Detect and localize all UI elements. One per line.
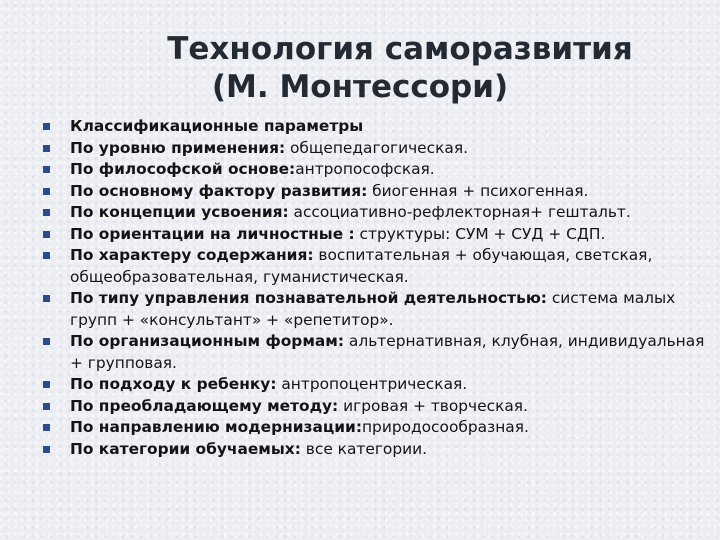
list-item [38,417,708,439]
item-label: По ориентации на личностные : [70,224,355,243]
item-value: структуры: СУМ + СУД + СДП. [354,224,606,243]
list-item [38,245,708,288]
item-value: ассоциативно-рефлекторная+ гештальт. [288,203,631,221]
item-label: По философской основе: [70,160,296,178]
item-value: система малых групп + «консультант» + «репетитор». [70,289,676,329]
title-line-2: (М. Монтессори) [211,69,509,105]
item-label: По преобладающему методу: [70,396,339,415]
item-value: игровая + творческая. [338,396,528,415]
slide-title [0,30,720,106]
item-label: По основному фактору развития: [70,181,368,200]
item-value: природосообразная. [361,418,529,436]
title-line-1: Технология саморазвития [167,31,633,67]
square-bullet-icon [43,295,50,302]
item-label: По концепции усвоения: [70,203,289,221]
list-item [38,224,708,246]
list-item [38,396,708,418]
square-bullet-icon [43,209,50,216]
list-item [38,181,708,203]
square-bullet-icon [43,446,50,453]
square-bullet-icon [43,166,50,173]
item-value: биогенная + психогенная. [367,181,589,200]
list-item [38,374,708,396]
parameter-list [38,116,708,460]
item-label: По типу управления познавательной деятельностью: [70,289,547,307]
square-bullet-icon [43,403,50,410]
item-value: антропоцентрическая. [276,375,468,393]
item-value: все категории. [300,439,428,458]
list-item [38,159,708,181]
square-bullet-icon [43,231,50,238]
item-label: По уровню применения: [70,138,286,157]
list-item [38,138,708,160]
square-bullet-icon [43,424,50,431]
square-bullet-icon [43,123,50,130]
item-label: Классификационные параметры [70,117,364,135]
square-bullet-icon [43,188,50,195]
list-item [38,202,708,224]
item-value: альтернативная, клубная, индивидуальная + групповая. [70,332,705,372]
square-bullet-icon [43,145,50,152]
list-item [38,116,708,138]
item-value: воспитательная + обучающая, светская, общеобразовательная, гуманистическая. [70,246,653,286]
square-bullet-icon [43,381,50,388]
list-item [38,439,708,461]
item-label: По характеру содержания: [70,246,314,264]
square-bullet-icon [43,338,50,345]
square-bullet-icon [43,252,50,259]
item-value: антропософская. [295,160,435,178]
item-value: общепедагогическая. [285,138,468,157]
list-item [38,331,708,374]
item-label: По направлению модернизации: [70,418,362,436]
item-label: По подходу к ребенку: [70,375,277,393]
list-item [38,288,708,331]
item-label: По категории обучаемых: [70,439,301,458]
item-label: По организационным формам: [70,332,345,350]
